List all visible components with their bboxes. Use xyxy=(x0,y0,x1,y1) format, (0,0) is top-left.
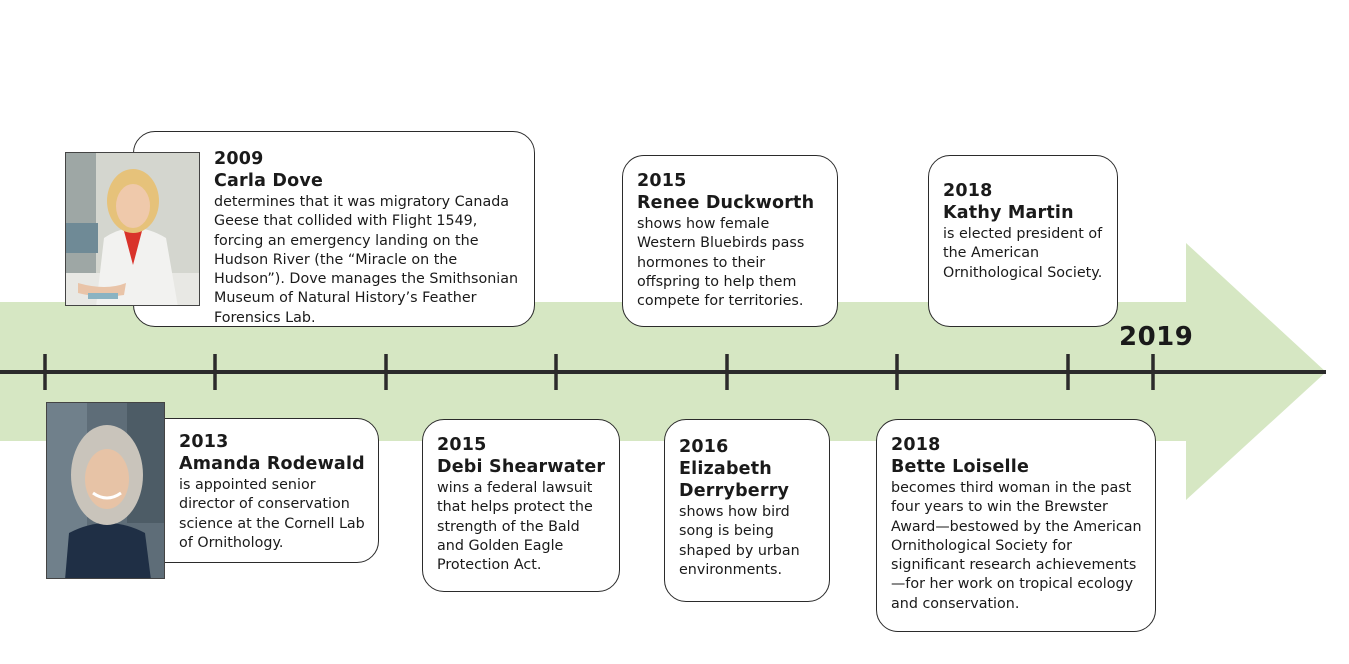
event-name: Bette Loiselle xyxy=(891,457,1030,477)
event-year: 2009 xyxy=(214,149,264,169)
event-year: 2015 xyxy=(437,435,487,455)
event-year: 2018 xyxy=(943,181,993,201)
event-description: shows how female Western Bluebirds pass hormones to their offspring to help them compete for territories. xyxy=(637,216,805,310)
carla-dove-photo xyxy=(65,152,200,306)
event-card-renee-duckworth xyxy=(622,155,838,327)
event-description: wins a federal lawsuit that helps protect the strength of the Bald and Golden Eagle Protection Act. xyxy=(437,480,593,574)
event-year: 2015 xyxy=(637,171,687,191)
event-name: Debi Shearwater xyxy=(437,457,606,477)
event-card-bette-loiselle xyxy=(876,419,1156,632)
event-description: determines that it was migratory Canada Geese that collided with Flight 1549, forcing an emergency landing on the Hudson River (the “Miracle on the Hudson”). Dove manages the Smithsonian Museum of Natural History’s Feather Forensics Lab. xyxy=(214,194,519,326)
event-card-elizabeth-derryberry xyxy=(664,419,830,602)
event-card-debi-shearwater xyxy=(422,419,620,592)
end-year-label: 2019 xyxy=(1119,322,1194,352)
event-description: is appointed senior director of conservation science at the Cornell Lab of Ornithology. xyxy=(179,477,365,551)
event-card-amanda-rodewald xyxy=(134,418,379,563)
event-year: 2013 xyxy=(179,432,229,452)
event-description: is elected president of the American Ornithological Society. xyxy=(943,226,1103,281)
event-name: Renee Duckworth xyxy=(637,193,815,213)
event-name: Kathy Martin xyxy=(943,203,1074,223)
event-year: 2018 xyxy=(891,435,941,455)
event-description: becomes third woman in the past four years to win the Brewster Award—bestowed by the American Ornithological Society for significant research achievements—for her work on tropical ecology and conservation. xyxy=(891,480,1142,612)
event-card-kathy-martin xyxy=(928,155,1118,327)
event-name: Carla Dove xyxy=(214,171,324,191)
amanda-rodewald-photo xyxy=(46,402,165,579)
event-year: 2016 xyxy=(679,437,729,457)
event-description: shows how bird song is being shaped by urban environments. xyxy=(679,504,800,578)
event-name: Amanda Rodewald xyxy=(179,454,365,474)
event-name: Elizabeth Derryberry xyxy=(679,459,790,501)
